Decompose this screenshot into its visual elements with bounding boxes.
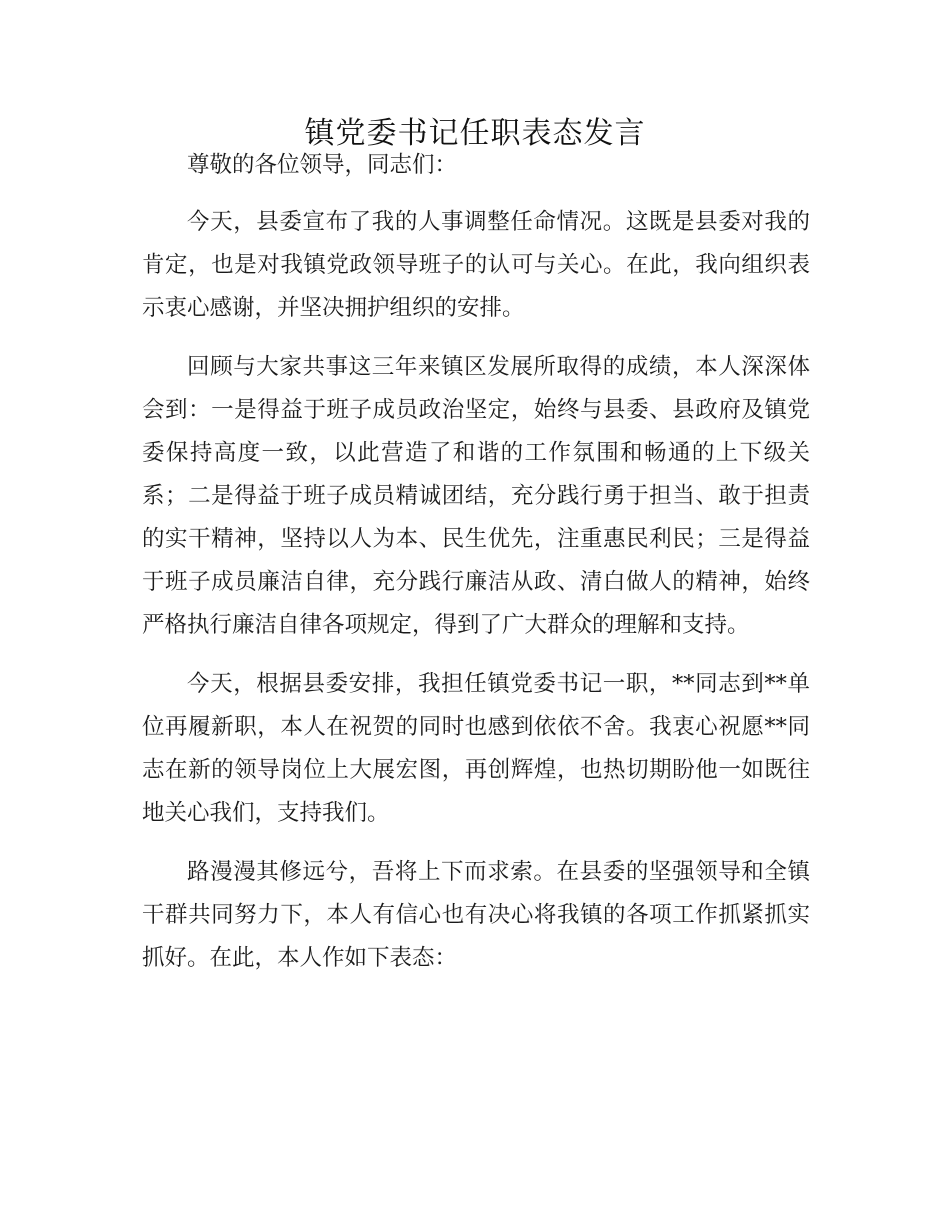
salutation-paragraph: 尊敬的各位领导，同志们：	[187, 152, 458, 178]
document-title: 镇党委书记任职表态发言	[304, 116, 646, 151]
document-body	[142, 144, 810, 996]
paragraph-pledge: 路漫漫其修远兮，吾将上下而求索。在县委的坚强领导和全镇干群共同努力下，本人有信心也有决心将我镇的各项工作抓紧抓实抓好。在此，本人作如下表态：	[142, 859, 810, 971]
paragraph-appointment: 今天，县委宣布了我的人事调整任命情况。这既是县委对我的肯定，也是对我镇党政领导班子的认可与关心。在此，我向组织表示衷心感谢，并坚决拥护组织的安排。	[142, 209, 810, 321]
paragraph-farewell: 今天，根据县委安排，我担任镇党委书记一职，**同志到**单位再履新职，本人在祝贺的同时也感到依依不舍。我衷心祝愿**同志在新的领导岗位上大展宏图，再创辉煌，也热切期盼他一如既往地关心我们，支持我们。	[142, 671, 810, 826]
paragraph-review: 回顾与大家共事这三年来镇区发展所取得的成绩，本人深深体会到：一是得益于班子成员政治坚定，始终与县委、县政府及镇党委保持高度一致，以此营造了和谐的工作氛围和畅通的上下级关系；二是得益于班子成员精诚团结，充分践行勇于担当、敢于担责的实干精神，坚持以人为本、民生优先，注重惠民利民；三是得益于班子成员廉洁自律，充分践行廉洁从政、清白做人的精神，始终严格执行廉洁自律各项规定，得到了广大群众的理解和支持。	[142, 354, 810, 638]
